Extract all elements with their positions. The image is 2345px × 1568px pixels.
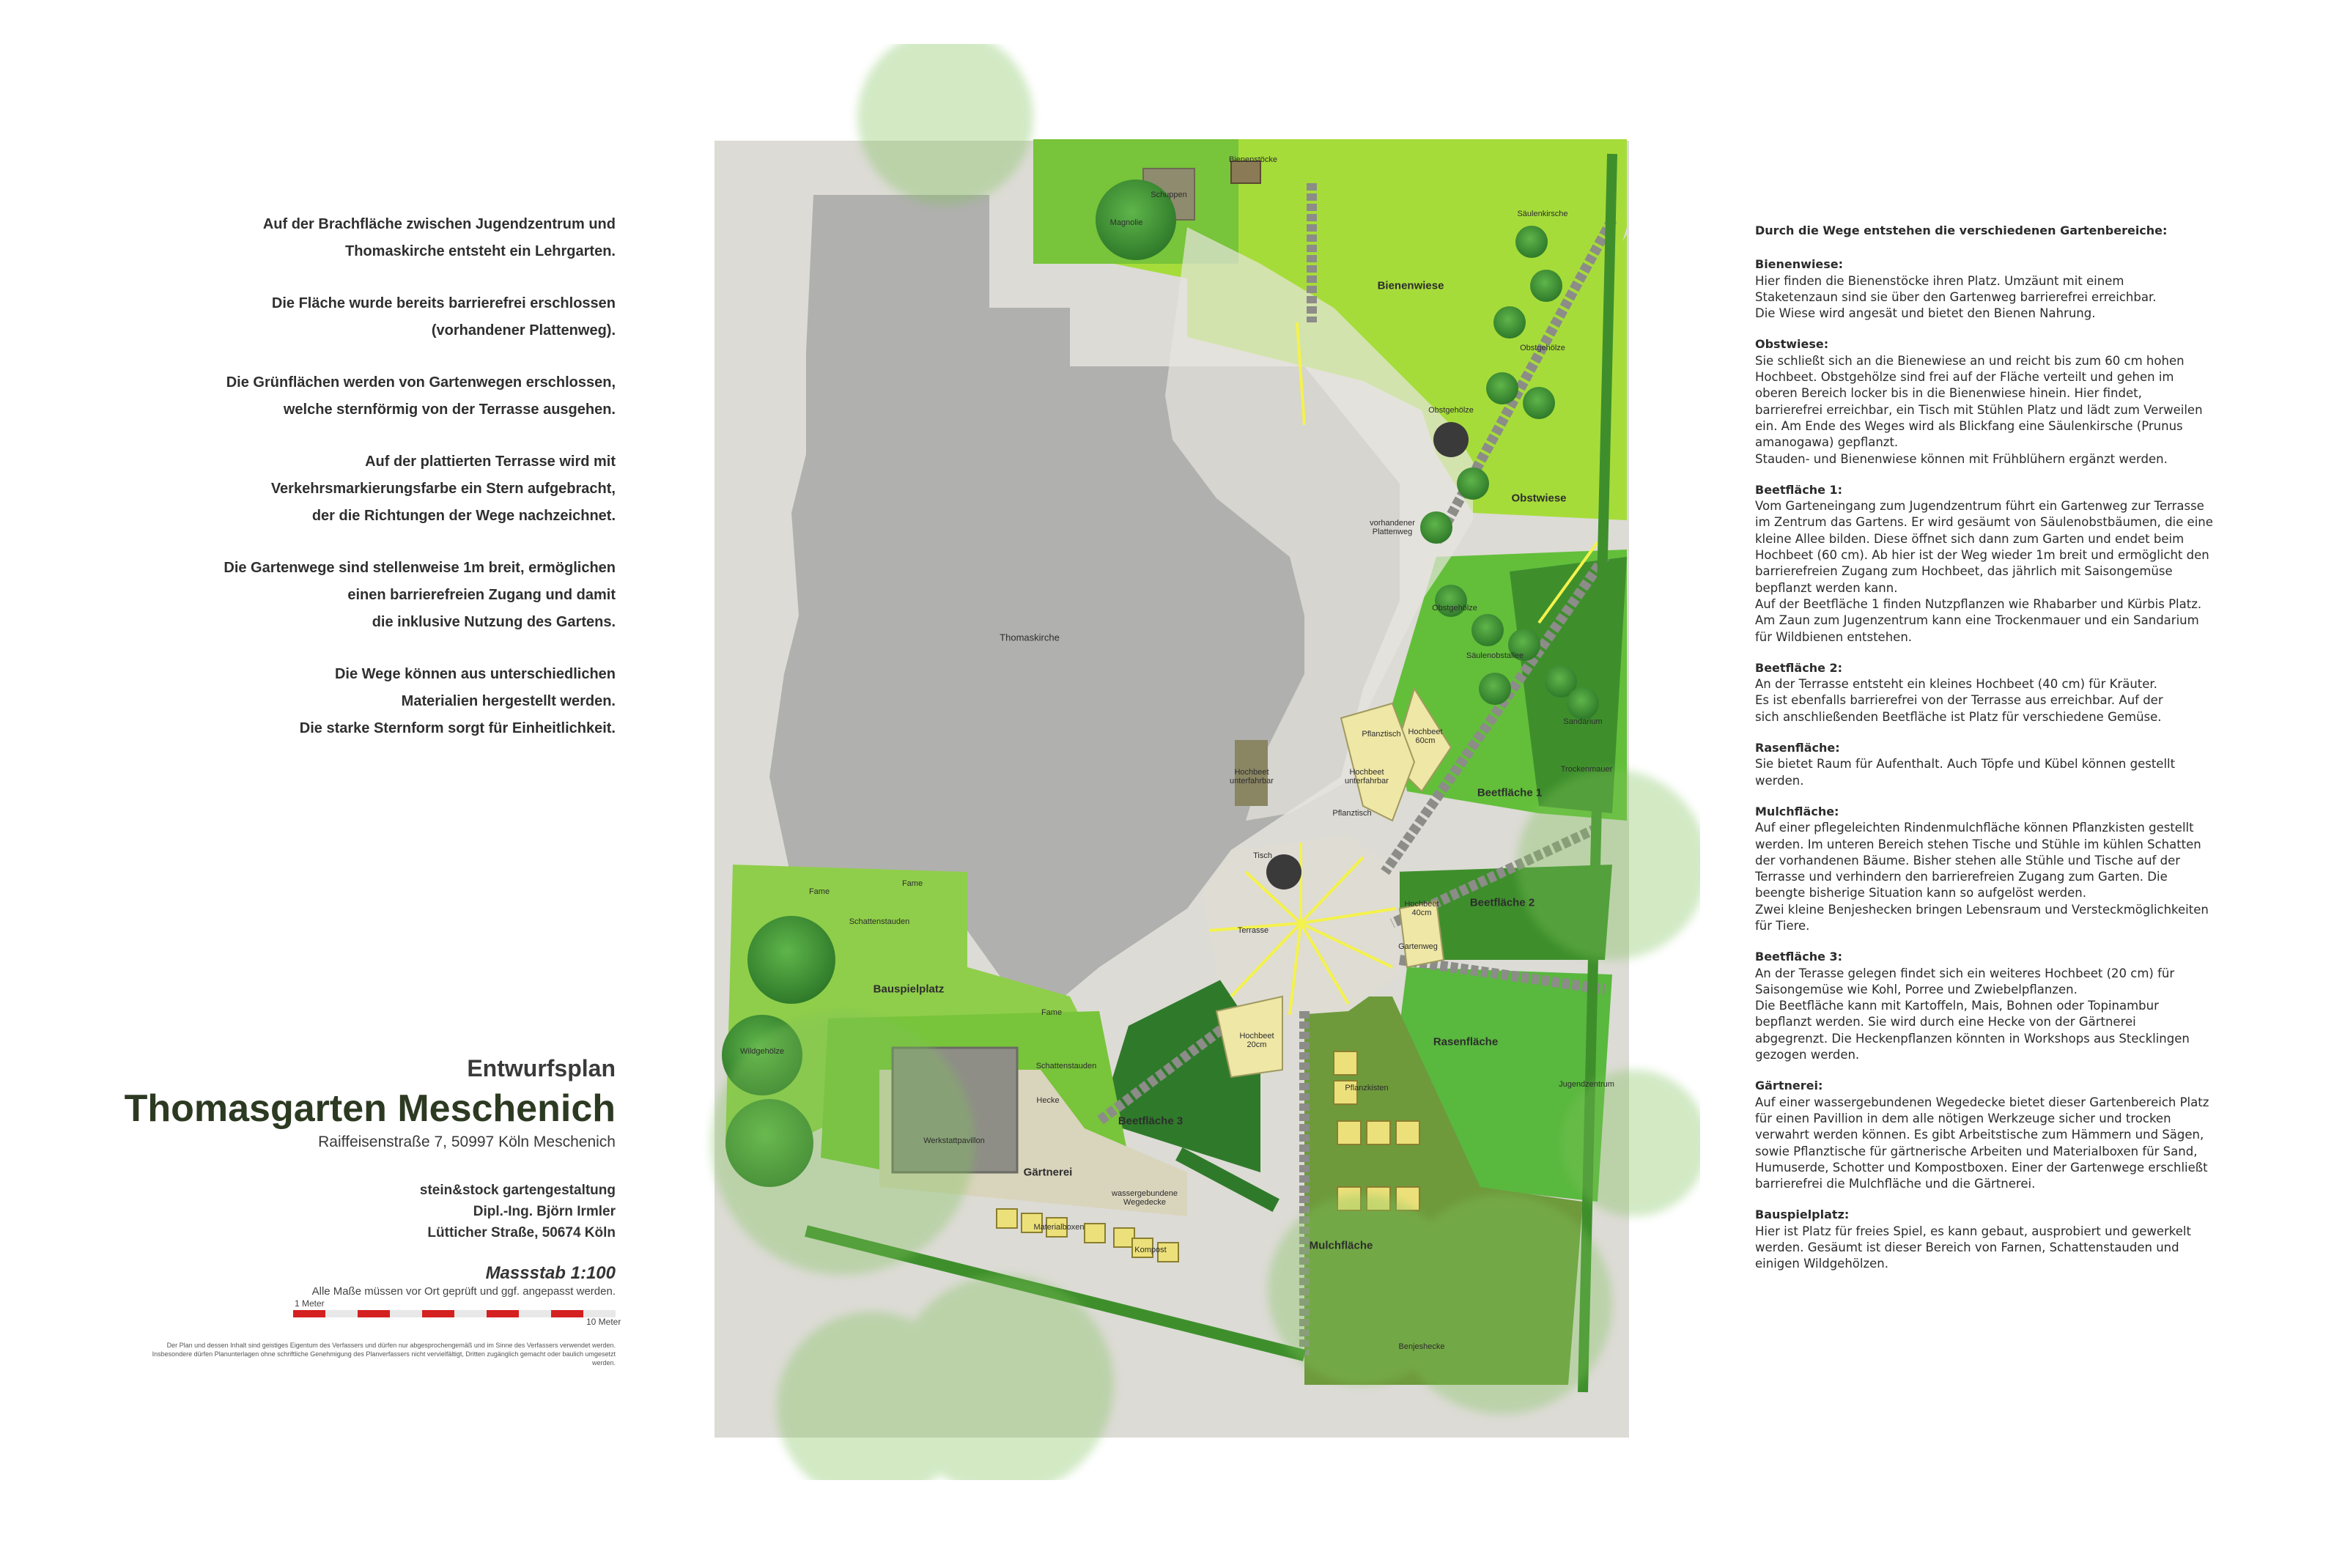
- scale-segment: [358, 1310, 390, 1317]
- label-obstgehoelze-1: Obstgehölze: [1520, 344, 1565, 352]
- title-block: [29, 1055, 616, 1151]
- label-schuppen: Schuppen: [1151, 191, 1187, 199]
- label-saeulenkirsche: Säulenkirsche: [1517, 210, 1568, 218]
- area-descriptions: [1755, 223, 2224, 1287]
- plan-address: Raiffeisenstraße 7, 50997 Köln Meschenich: [318, 1134, 616, 1150]
- label-hochbeet-unterfahrbar-2: Hochbeet unterfahrbar: [1345, 768, 1389, 785]
- site-plan: [660, 44, 1700, 1480]
- intro-paragraph-5: Die Gartenwege sind stellenweise 1m breit, ermöglichen einen barrierefreien Zugang und damit die inklusive Nutzung des Gartens.: [224, 560, 616, 630]
- section-heading: Bienenwiese:: [1755, 257, 1844, 272]
- label-schattenstauden-2: Schattenstauden: [1035, 1062, 1097, 1070]
- label-beetflaeche-1: Beetfläche 1: [1477, 786, 1543, 799]
- section-bauspielplatz: [1755, 1207, 2224, 1272]
- label-wegedecke: wassergebundene Wegedecke: [1112, 1189, 1178, 1207]
- label-rasenflaeche: Rasenfläche: [1433, 1035, 1499, 1049]
- section-mulchflaeche: [1755, 804, 2224, 934]
- label-hecke: Hecke: [1036, 1096, 1060, 1105]
- label-thomaskirche: Thomaskirche: [1000, 632, 1060, 643]
- label-werkstattpavillon: Werkstattpavillon: [923, 1136, 985, 1145]
- label-bienenstoecke: Bienenstöcke: [1228, 155, 1278, 164]
- section-text: An der Terasse gelegen findet sich ein weiteres Hochbeet (20 cm) für Saisongemüse wie Kohl, Porree und Zwiebelpflanzen. Die Beetfläche kann mit Kartoffeln, Mais, Bohnen oder Topinambur bepflanzt werden. Sie wird durch eine Hecke von der Gärtnerei abgegrenzt. Die Heckenpflanzen könnten in Workshops aus Stecklingen gezogen werden.: [1755, 966, 2190, 1062]
- label-pflanzkisten: Pflanzkisten: [1345, 1084, 1389, 1092]
- scale-block: [103, 1263, 616, 1298]
- scale-segment: [390, 1310, 422, 1317]
- legal-notice: Der Plan und dessen Inhalt sind geistiges Eigentum des Verfassers und dürfen nur abgesprochengemäß und im Sinne des Verfassers verwendet werden. Insbesondere dürfen Planunterlagen ohne schriftliche Genehmigung des Planverfassers nicht vervielfältigt, Dritten zugänglich gemacht oder baulich umgesetzt werden.: [152, 1342, 616, 1367]
- credits: stein&stock gartengestaltung Dipl.-Ing. Björn Irmler Lütticher Straße, 50674 Köln: [419, 1183, 616, 1240]
- scale-segment: [454, 1310, 487, 1317]
- label-pflanztisch-2: Pflanztisch: [1332, 809, 1372, 818]
- section-text: Vom Garteneingang zum Jugendzentrum führt ein Gartenweg zur Terrasse im Zentrum das Gartens. Er wird gesäumt von Säulenobstbäumen, die eine kleine Allee bilden. Diese öffnet sich dann zum Garten und endet beim Hochbeet (60 cm). Ab hier ist der Weg wieder 1m breit und ermöglicht den barrierefreien Zugang zum Hochbeet, das jährlich mit Saisongemüse bepflanzt werden kann. Auf der Beetfläche 1 finden Nutzpflanzen wie Rhabarber und Kürbis Platz. Am Zaun zum Jugenzentrum kann eine Trockenmauer und ein Sandarium für Wildbienen entstehen.: [1755, 499, 2213, 644]
- section-obstwiese: [1755, 336, 2224, 467]
- section-text: An der Terrasse entsteht ein kleines Hochbeet (40 cm) für Kräuter. Es ist ebenfalls barrierefrei von der Terrasse aus erreichbar. Auf der sich anschließenden Beetfläche ist Platz für verschiedene Gemüse.: [1755, 677, 2163, 724]
- label-obstwiese: Obstwiese: [1511, 492, 1567, 505]
- bienenstoecke: [1231, 161, 1260, 183]
- label-obstgehoelze-3: Obstgehölze: [1432, 604, 1477, 613]
- section-bienenwiese: [1755, 256, 2224, 322]
- label-gartenweg: Gartenweg: [1398, 942, 1438, 951]
- scale-segment: [487, 1310, 519, 1317]
- scale-segment: [293, 1310, 325, 1317]
- intro-paragraph-3: Die Grünflächen werden von Gartenwegen erschlossen, welche sternförmig von der Terrasse ausgehen.: [226, 374, 616, 418]
- plan-title: Thomasgarten Meschenich: [124, 1087, 616, 1130]
- label-fame-2: Fame: [901, 879, 923, 888]
- label-kompost: Kompost: [1134, 1246, 1167, 1254]
- section-beetflaeche-3: [1755, 949, 2224, 1063]
- section-text: Hier ist Platz für freies Spiel, es kann gebaut, ausprobiert und gewerkelt werden. Gesäumt ist dieser Bereich von Farnen, Schattenstauden und einigen Wildgehölzen.: [1755, 1224, 2191, 1271]
- label-beetflaeche-3: Beetfläche 3: [1118, 1114, 1183, 1128]
- section-heading: Beetfläche 1:: [1755, 482, 1843, 497]
- scale-label: Massstab 1:100: [485, 1263, 616, 1283]
- section-text: Auf einer pflegeleichten Rindenmulchfläche können Pflanzkisten gestellt werden. Im unteren Bereich stehen Tische und Stühle im kühlen Schatten der vorhandenen Bäume. Bisher stehen alle Stühle und Tische auf der Terrasse und verhindern den barrierefreien Zugang zum Garten. Die beengte bisherige Situation kann so aufgelöst werden. Zwei kleine Benjeshecken bringen Lebensraum und Versteckmöglichkeiten für Tiere.: [1755, 821, 2209, 933]
- label-schattenstauden-1: Schattenstauden: [849, 917, 910, 926]
- section-text: Auf einer wassergebundenen Wegedecke bietet dieser Gartenbereich Platz für einen Pavillion in dem alle nötigen Werkzeuge sicher und trocken verwahrt werden können. Es gibt Arbeitstische zum Hämmern und Sägen, sowie Pflanztische für gärtnerische Arbeiten und Materialboxen für Sand, Humuserde, Schotter und Kompostboxen. Einer der Gartenwege erschließt barrierefrei die Mulchfläche und die Gärtnerei.: [1755, 1095, 2209, 1191]
- intro-paragraph-4: Auf der plattierten Terrasse wird mit Verkehrsmarkierungsfarbe ein Stern aufgebracht, der die Richtungen der Wege nachzeichnet.: [270, 454, 616, 524]
- label-obstgehoelze-2: Obstgehölze: [1428, 406, 1474, 415]
- section-heading: Gärtnerei:: [1755, 1079, 1823, 1093]
- section-heading: Beetfläche 3:: [1755, 950, 1843, 964]
- label-magnolie: Magnolie: [1109, 218, 1143, 227]
- label-hochbeet-unterfahrbar-1: Hochbeet unterfahrbar: [1230, 768, 1274, 785]
- section-heading: Bauspielplatz:: [1755, 1208, 1850, 1222]
- label-bienenwiese: Bienenwiese: [1377, 279, 1444, 292]
- section-gaertnerei: [1755, 1078, 2224, 1192]
- intro-paragraph-1: Auf der Brachfläche zwischen Jugendzentrum und Thomaskirche entsteht ein Lehrgarten.: [262, 216, 616, 259]
- scale-segment: [551, 1310, 583, 1317]
- site-plan-drawing: [660, 44, 1700, 1480]
- label-hochbeet-60: Hochbeet 60cm: [1408, 728, 1443, 745]
- label-hochbeet-40: Hochbeet 40cm: [1404, 900, 1439, 917]
- scale-segment: [422, 1310, 454, 1317]
- label-plattenweg: vorhandener Plattenweg: [1370, 519, 1415, 536]
- label-benjeshecke: Benjeshecke: [1398, 1342, 1445, 1351]
- label-materialboxen: Materialboxen: [1033, 1223, 1085, 1232]
- label-trockenmauer: Trockenmauer: [1560, 765, 1613, 774]
- scale-bar: [293, 1310, 616, 1317]
- section-heading: Mulchfläche:: [1755, 804, 1839, 818]
- section-text: Hier finden die Bienenstöcke ihren Platz. Umzäunt mit einem Staketenzaun sind sie über den Gartenweg barrierefrei erreichbar. Die Wiese wird angesät und bietet den Bienen Nahrung.: [1755, 273, 2157, 321]
- section-heading: Beetfläche 2:: [1755, 660, 1843, 675]
- label-fame-1: Fame: [808, 887, 830, 896]
- section-text: Sie schließt sich an die Bienewiese an und reicht bis zum 60 cm hohen Hochbeet. Obstgehölze sind frei auf der Fläche verteilt und gehen im oberen Bereich locker bis in die Bienenwiese hinein. Hier findet, barrierefrei erreichbar, ein Tisch mit Stühlen Platz und lädt zum Verweilen ein. Am Ende des Weges wird als Blickfang eine Säulenkirsche (Prunus amanogawa) gepflanzt. Stauden- und Bienenwiese können mit Frühblühern ergänzt werden.: [1755, 353, 2203, 466]
- scale-end-label: 10 Meter: [586, 1317, 621, 1327]
- label-fame-3: Fame: [1041, 1008, 1063, 1017]
- section-heading: Obstwiese:: [1755, 337, 1829, 352]
- intro-paragraph-2: Die Fläche wurde bereits barrierefrei erschlossen (vorhandener Plattenweg).: [271, 295, 616, 339]
- label-tisch: Tisch: [1253, 851, 1272, 860]
- scale-segment: [325, 1310, 358, 1317]
- section-text: Sie bietet Raum für Aufenthalt. Auch Töpfe und Kübel können gestellt werden.: [1755, 757, 2176, 788]
- label-terrasse: Terrasse: [1237, 926, 1269, 935]
- plan-subtitle: Entwurfsplan: [467, 1055, 616, 1081]
- section-beetflaeche-2: [1755, 660, 2224, 725]
- section-heading: Rasenfläche:: [1755, 741, 1840, 755]
- scale-start-label: 1 Meter: [295, 1298, 325, 1309]
- label-bauspielplatz: Bauspielplatz: [873, 983, 945, 996]
- section-beetflaeche-1: [1755, 482, 2224, 646]
- scale-note: Alle Maße müssen vor Ort geprüft und ggf. angepasst werden.: [311, 1285, 616, 1298]
- obstwiese-table: [1433, 422, 1469, 457]
- label-gaertnerei: Gärtnerei: [1023, 1166, 1073, 1179]
- intro-text: [103, 211, 616, 767]
- label-wildgehoelze: Wildgehölze: [740, 1047, 784, 1056]
- scale-segment: [519, 1310, 551, 1317]
- label-saeulenobstallee: Säulenobstallee: [1466, 651, 1524, 660]
- label-pflanztisch-1: Pflanztisch: [1362, 730, 1401, 739]
- label-jugendzentrum: Jugendzentrum: [1559, 1080, 1614, 1089]
- label-beetflaeche-2: Beetfläche 2: [1469, 896, 1535, 909]
- description-intro: Durch die Wege entstehen die verschiedenen Gartenbereiche:: [1755, 223, 2168, 237]
- section-rasenflaeche: [1755, 740, 2224, 789]
- label-hochbeet-20: Hochbeet 20cm: [1239, 1032, 1274, 1049]
- label-mulchflaeche: Mulchfläche: [1309, 1239, 1373, 1252]
- intro-paragraph-6: Die Wege können aus unterschiedlichen Materialien hergestellt werden. Die starke Sternform sorgt für Einheitlichkeit.: [299, 666, 616, 736]
- label-sandarium: Sandarium: [1563, 717, 1603, 726]
